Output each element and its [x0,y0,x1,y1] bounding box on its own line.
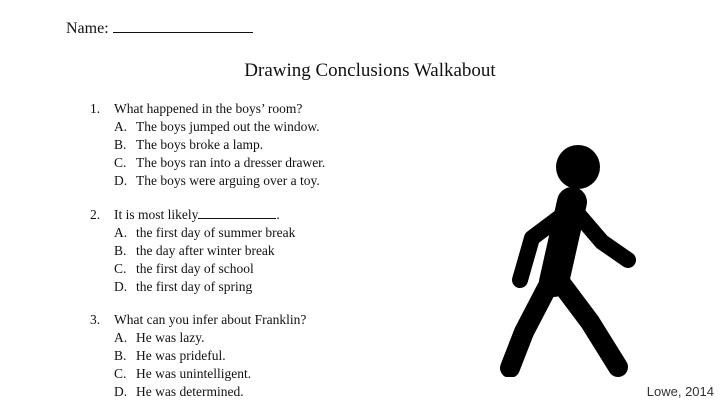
credit-text: Lowe, 2014 [646,384,714,399]
page-title: Drawing Conclusions Walkabout [244,60,496,81]
option-b: B. The boys broke a lamp. [114,137,264,152]
name-field [66,18,253,38]
option-b: B. He was prideful. [114,348,226,363]
question-stem: It is most likely . [114,207,280,222]
option-b: B. the day after winter break [114,243,275,258]
question-2 [90,206,295,296]
question-stem: What can you infer about Franklin? [114,312,307,327]
question-1 [90,100,325,190]
option-a: A. the first day of summer break [114,225,296,240]
option-c: C. the first day of school [114,261,254,276]
question-number: 1. [90,101,101,116]
option-c: C. He was unintelligent. [114,366,252,381]
question-3 [90,311,306,401]
answer-blank[interactable] [198,207,276,219]
name-blank-line[interactable] [113,18,253,33]
option-d: D. the first day of spring [114,279,253,294]
question-stem: What happened in the boys’ room? [114,101,303,116]
option-a: A. The boys jumped out the window. [114,119,320,134]
walking-person-icon [498,142,648,377]
option-a: A. He was lazy. [114,330,205,345]
option-d: D. The boys were arguing over a toy. [114,173,320,188]
option-d: D. He was determined. [114,384,244,399]
question-number: 2. [90,207,101,222]
name-label: Name: [66,20,109,37]
option-c: C. The boys ran into a dresser drawer. [114,155,326,170]
question-number: 3. [90,312,101,327]
